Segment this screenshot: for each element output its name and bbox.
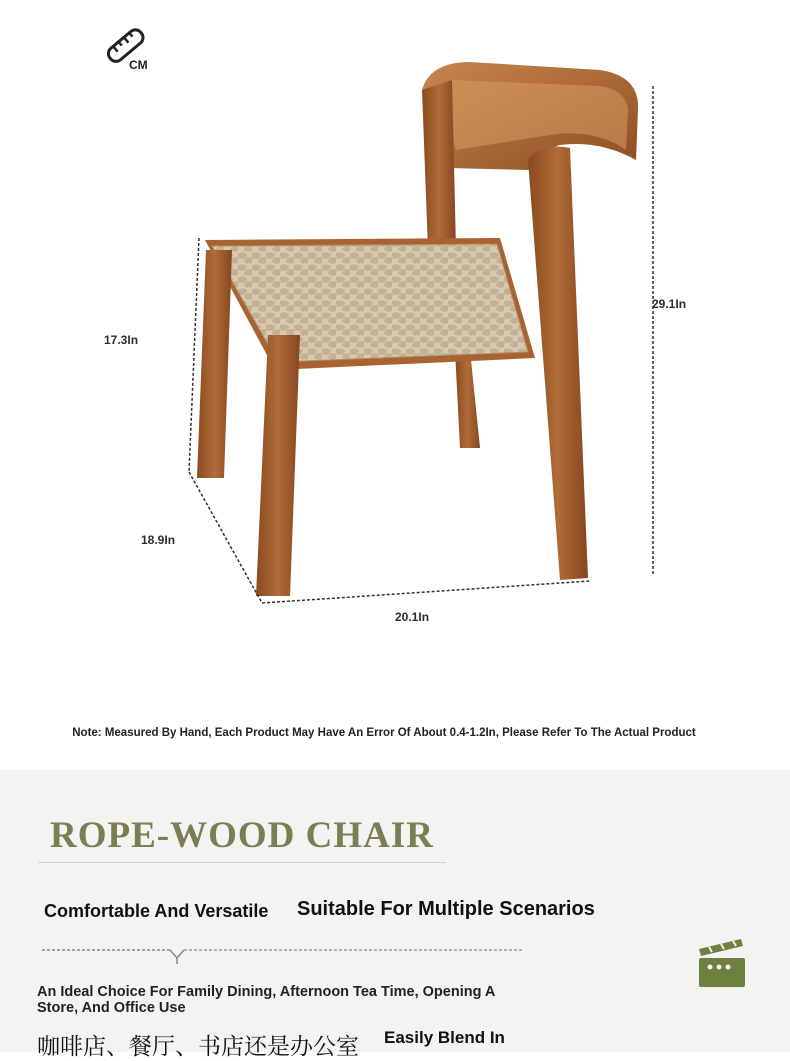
scenario-description: An Ideal Choice For Family Dining, Afternoon Tea Time, Opening A Store, And Office Use — [37, 984, 495, 1016]
back-post-right — [528, 147, 588, 581]
depth-label: 18.9In — [141, 533, 176, 547]
svg-text:CM: CM — [129, 58, 148, 72]
width-line — [262, 581, 590, 603]
front-right-leg — [256, 335, 300, 596]
title-divider — [38, 862, 446, 863]
chinese-scenario-text: 咖啡店、餐厅、书店还是办公室 — [37, 1034, 359, 1060]
feature-left-heading: Comfortable And Versatile — [44, 901, 269, 921]
height-total-label: 29.1In — [652, 297, 687, 311]
back-post-left — [422, 80, 456, 250]
front-left-leg — [197, 250, 232, 478]
seat-height-label: 17.3In — [104, 333, 139, 347]
dashed-divider — [40, 944, 526, 966]
clapperboard-icon — [697, 937, 747, 989]
seat-height-line — [189, 238, 199, 472]
blend-label: Easily Blend In — [384, 1028, 505, 1047]
measurement-note: Note: Measured By Hand, Each Product May Have An Error Of About 0.4-1.2In, Please Refer To The Actual Product — [72, 727, 696, 739]
width-label: 20.1In — [395, 610, 430, 624]
feature-right-heading: Suitable For Multiple Scenarios — [297, 898, 595, 920]
product-title: ROPE-WOOD CHAIR — [50, 815, 434, 856]
rear-left-leg — [455, 350, 480, 448]
depth-line — [189, 472, 262, 603]
rope-seat — [212, 244, 528, 362]
